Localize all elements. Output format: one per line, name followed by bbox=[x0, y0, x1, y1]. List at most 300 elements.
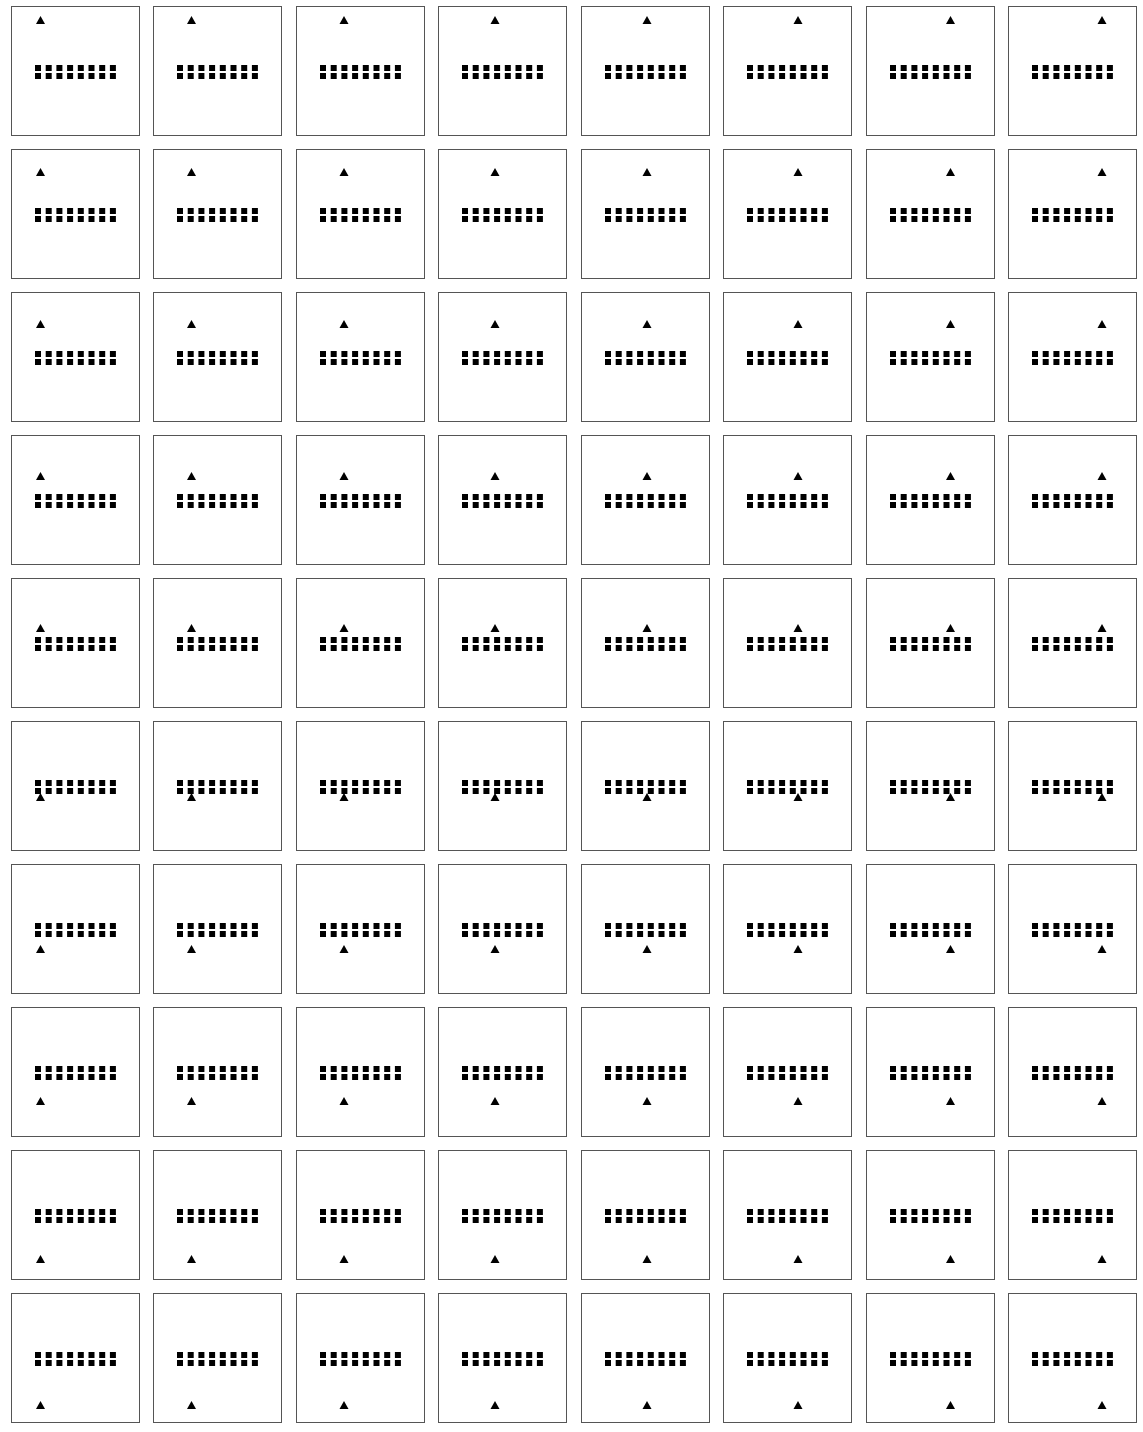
square-element-icon bbox=[110, 359, 116, 365]
square-element-icon bbox=[67, 65, 73, 71]
square-element-icon bbox=[779, 1074, 785, 1080]
square-element-icon bbox=[516, 351, 522, 357]
square-element-icon bbox=[801, 359, 807, 365]
square-element-icon bbox=[483, 780, 489, 786]
square-element-icon bbox=[483, 1217, 489, 1223]
square-element-icon bbox=[516, 208, 522, 214]
square-element-icon bbox=[395, 73, 401, 79]
square-element-icon bbox=[352, 788, 358, 794]
square-element-icon bbox=[352, 73, 358, 79]
square-element-icon bbox=[494, 1074, 500, 1080]
square-element-icon bbox=[35, 780, 41, 786]
panel-r4-c1 bbox=[12, 436, 140, 565]
square-element-icon bbox=[954, 780, 960, 786]
square-element-icon bbox=[395, 645, 401, 651]
panel-frame bbox=[297, 436, 425, 565]
square-element-icon bbox=[811, 1217, 817, 1223]
square-element-icon bbox=[1064, 494, 1070, 500]
square-element-icon bbox=[779, 494, 785, 500]
square-element-icon bbox=[231, 931, 237, 937]
panel-frame bbox=[582, 1294, 710, 1423]
square-element-icon bbox=[516, 1074, 522, 1080]
square-element-icon bbox=[1043, 1066, 1049, 1072]
square-element-icon bbox=[1107, 1360, 1113, 1366]
square-element-icon bbox=[374, 780, 380, 786]
square-element-icon bbox=[811, 65, 817, 71]
square-element-icon bbox=[637, 780, 643, 786]
panel-r3-c5 bbox=[582, 293, 710, 422]
panel-frame bbox=[724, 1294, 852, 1423]
square-element-icon bbox=[1086, 931, 1092, 937]
square-element-icon bbox=[241, 208, 247, 214]
square-element-icon bbox=[483, 645, 489, 651]
square-element-icon bbox=[384, 73, 390, 79]
square-element-icon bbox=[78, 351, 84, 357]
square-element-icon bbox=[747, 1352, 753, 1358]
square-element-icon bbox=[747, 73, 753, 79]
square-element-icon bbox=[768, 637, 774, 643]
square-element-icon bbox=[110, 923, 116, 929]
panel-r3-c6 bbox=[724, 293, 852, 422]
square-element-icon bbox=[890, 216, 896, 222]
square-element-icon bbox=[78, 494, 84, 500]
square-element-icon bbox=[890, 65, 896, 71]
square-element-icon bbox=[56, 1217, 62, 1223]
square-element-icon bbox=[363, 1217, 369, 1223]
square-element-icon bbox=[911, 788, 917, 794]
square-element-icon bbox=[933, 359, 939, 365]
square-element-icon bbox=[341, 359, 347, 365]
panel-frame bbox=[724, 7, 852, 136]
square-element-icon bbox=[768, 1352, 774, 1358]
square-element-icon bbox=[922, 208, 928, 214]
square-element-icon bbox=[494, 645, 500, 651]
square-element-icon bbox=[648, 1352, 654, 1358]
square-element-icon bbox=[758, 351, 764, 357]
square-element-icon bbox=[954, 1074, 960, 1080]
square-element-icon bbox=[605, 208, 611, 214]
square-element-icon bbox=[1053, 65, 1059, 71]
square-element-icon bbox=[1053, 1360, 1059, 1366]
square-element-icon bbox=[505, 1352, 511, 1358]
square-element-icon bbox=[374, 216, 380, 222]
square-element-icon bbox=[758, 1066, 764, 1072]
square-element-icon bbox=[758, 923, 764, 929]
square-element-icon bbox=[768, 780, 774, 786]
square-element-icon bbox=[252, 65, 258, 71]
panel-r3-c1 bbox=[12, 293, 140, 422]
square-element-icon bbox=[46, 1209, 52, 1215]
square-element-icon bbox=[1096, 1360, 1102, 1366]
square-element-icon bbox=[198, 788, 204, 794]
square-element-icon bbox=[198, 780, 204, 786]
square-element-icon bbox=[911, 1217, 917, 1223]
square-element-icon bbox=[954, 73, 960, 79]
square-element-icon bbox=[637, 1352, 643, 1358]
square-element-icon bbox=[46, 494, 52, 500]
square-element-icon bbox=[241, 1209, 247, 1215]
panel-r2-c4 bbox=[439, 150, 567, 279]
square-element-icon bbox=[758, 65, 764, 71]
square-element-icon bbox=[1096, 1074, 1102, 1080]
square-element-icon bbox=[954, 65, 960, 71]
square-element-icon bbox=[811, 351, 817, 357]
square-element-icon bbox=[616, 494, 622, 500]
square-element-icon bbox=[1064, 1217, 1070, 1223]
square-element-icon bbox=[1075, 1074, 1081, 1080]
square-element-icon bbox=[911, 637, 917, 643]
square-element-icon bbox=[933, 208, 939, 214]
square-element-icon bbox=[822, 788, 828, 794]
square-element-icon bbox=[616, 208, 622, 214]
square-element-icon bbox=[67, 1352, 73, 1358]
square-element-icon bbox=[110, 1066, 116, 1072]
panel-r6-c4 bbox=[439, 722, 567, 851]
square-element-icon bbox=[616, 637, 622, 643]
square-element-icon bbox=[922, 1074, 928, 1080]
square-element-icon bbox=[231, 359, 237, 365]
square-element-icon bbox=[790, 208, 796, 214]
square-element-icon bbox=[320, 645, 326, 651]
square-element-icon bbox=[1075, 1209, 1081, 1215]
square-element-icon bbox=[648, 351, 654, 357]
square-element-icon bbox=[911, 73, 917, 79]
square-element-icon bbox=[1107, 1352, 1113, 1358]
square-element-icon bbox=[78, 931, 84, 937]
square-element-icon bbox=[220, 780, 226, 786]
panel-frame bbox=[867, 1008, 995, 1137]
square-element-icon bbox=[177, 208, 183, 214]
square-element-icon bbox=[626, 494, 632, 500]
square-element-icon bbox=[473, 637, 479, 643]
panel-frame bbox=[1009, 150, 1137, 279]
square-element-icon bbox=[395, 788, 401, 794]
square-element-icon bbox=[790, 216, 796, 222]
square-element-icon bbox=[363, 1352, 369, 1358]
square-element-icon bbox=[198, 931, 204, 937]
square-element-icon bbox=[231, 1217, 237, 1223]
square-element-icon bbox=[933, 65, 939, 71]
square-element-icon bbox=[669, 216, 675, 222]
square-element-icon bbox=[747, 923, 753, 929]
square-element-icon bbox=[890, 1074, 896, 1080]
square-element-icon bbox=[1096, 1217, 1102, 1223]
square-element-icon bbox=[384, 923, 390, 929]
square-element-icon bbox=[616, 931, 622, 937]
panel-frame bbox=[154, 1008, 282, 1137]
square-element-icon bbox=[56, 788, 62, 794]
square-element-icon bbox=[505, 645, 511, 651]
square-element-icon bbox=[648, 494, 654, 500]
square-element-icon bbox=[1043, 359, 1049, 365]
panel-r5-c7 bbox=[867, 579, 995, 708]
square-element-icon bbox=[374, 788, 380, 794]
square-element-icon bbox=[320, 1352, 326, 1358]
square-element-icon bbox=[374, 637, 380, 643]
square-element-icon bbox=[188, 494, 194, 500]
square-element-icon bbox=[1086, 216, 1092, 222]
panel-frame bbox=[12, 579, 140, 708]
panel-r3-c8 bbox=[1009, 293, 1137, 422]
square-element-icon bbox=[605, 351, 611, 357]
square-element-icon bbox=[637, 1217, 643, 1223]
square-element-icon bbox=[965, 788, 971, 794]
square-element-icon bbox=[626, 216, 632, 222]
square-element-icon bbox=[252, 1074, 258, 1080]
square-element-icon bbox=[505, 637, 511, 643]
square-element-icon bbox=[110, 780, 116, 786]
square-element-icon bbox=[922, 65, 928, 71]
square-element-icon bbox=[505, 216, 511, 222]
square-element-icon bbox=[473, 502, 479, 508]
square-element-icon bbox=[78, 780, 84, 786]
square-element-icon bbox=[384, 637, 390, 643]
square-element-icon bbox=[209, 73, 215, 79]
square-element-icon bbox=[1064, 923, 1070, 929]
square-element-icon bbox=[78, 637, 84, 643]
square-element-icon bbox=[1053, 216, 1059, 222]
panel-frame bbox=[582, 150, 710, 279]
panel-frame bbox=[724, 722, 852, 851]
square-element-icon bbox=[659, 1352, 665, 1358]
square-element-icon bbox=[811, 494, 817, 500]
square-element-icon bbox=[637, 788, 643, 794]
square-element-icon bbox=[1032, 645, 1038, 651]
square-element-icon bbox=[605, 502, 611, 508]
square-element-icon bbox=[1053, 494, 1059, 500]
square-element-icon bbox=[505, 1209, 511, 1215]
square-element-icon bbox=[790, 359, 796, 365]
square-element-icon bbox=[822, 1360, 828, 1366]
square-element-icon bbox=[56, 1352, 62, 1358]
panel-frame bbox=[439, 579, 567, 708]
square-element-icon bbox=[252, 931, 258, 937]
square-element-icon bbox=[648, 73, 654, 79]
square-element-icon bbox=[220, 1209, 226, 1215]
square-element-icon bbox=[374, 1217, 380, 1223]
square-element-icon bbox=[526, 359, 532, 365]
square-element-icon bbox=[99, 780, 105, 786]
square-element-icon bbox=[462, 637, 468, 643]
square-element-icon bbox=[320, 359, 326, 365]
square-element-icon bbox=[1075, 788, 1081, 794]
square-element-icon bbox=[331, 73, 337, 79]
square-element-icon bbox=[1064, 788, 1070, 794]
square-element-icon bbox=[954, 1066, 960, 1072]
square-element-icon bbox=[35, 1066, 41, 1072]
square-element-icon bbox=[67, 502, 73, 508]
square-element-icon bbox=[526, 1352, 532, 1358]
square-element-icon bbox=[110, 65, 116, 71]
panel-r2-c8 bbox=[1009, 150, 1137, 279]
square-element-icon bbox=[626, 931, 632, 937]
square-element-icon bbox=[747, 931, 753, 937]
square-element-icon bbox=[220, 1217, 226, 1223]
square-element-icon bbox=[384, 788, 390, 794]
square-element-icon bbox=[1064, 216, 1070, 222]
square-element-icon bbox=[822, 1066, 828, 1072]
square-element-icon bbox=[911, 351, 917, 357]
square-element-icon bbox=[605, 1066, 611, 1072]
square-element-icon bbox=[811, 637, 817, 643]
square-element-icon bbox=[483, 65, 489, 71]
square-element-icon bbox=[811, 788, 817, 794]
panel-r1-c5 bbox=[582, 7, 710, 136]
square-element-icon bbox=[231, 494, 237, 500]
square-element-icon bbox=[779, 1209, 785, 1215]
square-element-icon bbox=[954, 208, 960, 214]
square-element-icon bbox=[352, 645, 358, 651]
square-element-icon bbox=[352, 1360, 358, 1366]
square-element-icon bbox=[1053, 788, 1059, 794]
panel-r1-c4 bbox=[439, 7, 567, 136]
square-element-icon bbox=[944, 359, 950, 365]
panel-r4-c6 bbox=[724, 436, 852, 565]
square-element-icon bbox=[1096, 351, 1102, 357]
square-element-icon bbox=[494, 1217, 500, 1223]
square-element-icon bbox=[341, 351, 347, 357]
panel-r6-c8 bbox=[1009, 722, 1137, 851]
square-element-icon bbox=[231, 73, 237, 79]
panel-r9-c3 bbox=[297, 1151, 425, 1280]
square-element-icon bbox=[1043, 65, 1049, 71]
square-element-icon bbox=[626, 1352, 632, 1358]
panel-frame bbox=[582, 436, 710, 565]
square-element-icon bbox=[56, 645, 62, 651]
panel-r8-c3 bbox=[297, 1008, 425, 1137]
square-element-icon bbox=[626, 780, 632, 786]
square-element-icon bbox=[680, 359, 686, 365]
square-element-icon bbox=[341, 637, 347, 643]
square-element-icon bbox=[220, 351, 226, 357]
square-element-icon bbox=[526, 931, 532, 937]
square-element-icon bbox=[779, 1352, 785, 1358]
square-element-icon bbox=[616, 645, 622, 651]
square-element-icon bbox=[758, 780, 764, 786]
square-element-icon bbox=[384, 502, 390, 508]
square-element-icon bbox=[462, 645, 468, 651]
square-element-icon bbox=[56, 359, 62, 365]
square-element-icon bbox=[198, 1360, 204, 1366]
square-element-icon bbox=[67, 216, 73, 222]
square-element-icon bbox=[965, 351, 971, 357]
square-element-icon bbox=[965, 923, 971, 929]
square-element-icon bbox=[944, 73, 950, 79]
square-element-icon bbox=[78, 1066, 84, 1072]
square-element-icon bbox=[78, 208, 84, 214]
square-element-icon bbox=[811, 502, 817, 508]
square-element-icon bbox=[768, 216, 774, 222]
square-element-icon bbox=[626, 1074, 632, 1080]
square-element-icon bbox=[922, 645, 928, 651]
square-element-icon bbox=[801, 1074, 807, 1080]
square-element-icon bbox=[198, 359, 204, 365]
square-element-icon bbox=[1053, 923, 1059, 929]
panel-r6-c5 bbox=[582, 722, 710, 851]
square-element-icon bbox=[177, 1209, 183, 1215]
square-element-icon bbox=[790, 645, 796, 651]
square-element-icon bbox=[680, 208, 686, 214]
square-element-icon bbox=[35, 216, 41, 222]
square-element-icon bbox=[526, 494, 532, 500]
square-element-icon bbox=[911, 1360, 917, 1366]
square-element-icon bbox=[1053, 1209, 1059, 1215]
square-element-icon bbox=[637, 1209, 643, 1215]
square-element-icon bbox=[1096, 216, 1102, 222]
square-element-icon bbox=[241, 351, 247, 357]
square-element-icon bbox=[483, 637, 489, 643]
square-element-icon bbox=[331, 931, 337, 937]
square-element-icon bbox=[231, 1352, 237, 1358]
panel-r6-c2 bbox=[154, 722, 282, 851]
square-element-icon bbox=[516, 359, 522, 365]
square-element-icon bbox=[99, 645, 105, 651]
square-element-icon bbox=[462, 1360, 468, 1366]
square-element-icon bbox=[779, 637, 785, 643]
square-element-icon bbox=[933, 645, 939, 651]
square-element-icon bbox=[933, 1209, 939, 1215]
square-element-icon bbox=[616, 1360, 622, 1366]
square-element-icon bbox=[374, 1352, 380, 1358]
square-element-icon bbox=[46, 637, 52, 643]
square-element-icon bbox=[822, 637, 828, 643]
square-element-icon bbox=[933, 73, 939, 79]
square-element-icon bbox=[922, 780, 928, 786]
square-element-icon bbox=[241, 494, 247, 500]
square-element-icon bbox=[1107, 1209, 1113, 1215]
square-element-icon bbox=[516, 637, 522, 643]
panel-r5-c8 bbox=[1009, 579, 1137, 708]
square-element-icon bbox=[252, 1360, 258, 1366]
square-element-icon bbox=[890, 502, 896, 508]
panel-r4-c7 bbox=[867, 436, 995, 565]
square-element-icon bbox=[231, 1209, 237, 1215]
square-element-icon bbox=[177, 780, 183, 786]
square-element-icon bbox=[1107, 208, 1113, 214]
panel-frame bbox=[297, 865, 425, 994]
square-element-icon bbox=[89, 645, 95, 651]
square-element-icon bbox=[1032, 1066, 1038, 1072]
square-element-icon bbox=[331, 1360, 337, 1366]
panel-frame bbox=[867, 1151, 995, 1280]
panel-frame bbox=[1009, 7, 1137, 136]
square-element-icon bbox=[483, 931, 489, 937]
panel-r1-c3 bbox=[297, 7, 425, 136]
square-element-icon bbox=[395, 208, 401, 214]
square-element-icon bbox=[822, 208, 828, 214]
square-element-icon bbox=[241, 780, 247, 786]
square-element-icon bbox=[537, 1209, 543, 1215]
square-element-icon bbox=[758, 1360, 764, 1366]
square-element-icon bbox=[779, 645, 785, 651]
square-element-icon bbox=[395, 359, 401, 365]
square-element-icon bbox=[110, 1360, 116, 1366]
square-element-icon bbox=[537, 1352, 543, 1358]
square-element-icon bbox=[177, 494, 183, 500]
square-element-icon bbox=[1086, 1352, 1092, 1358]
square-element-icon bbox=[374, 931, 380, 937]
square-element-icon bbox=[89, 1352, 95, 1358]
square-element-icon bbox=[901, 1074, 907, 1080]
square-element-icon bbox=[320, 923, 326, 929]
square-element-icon bbox=[78, 73, 84, 79]
square-element-icon bbox=[188, 645, 194, 651]
square-element-icon bbox=[680, 923, 686, 929]
square-element-icon bbox=[605, 1352, 611, 1358]
square-element-icon bbox=[89, 65, 95, 71]
square-element-icon bbox=[1107, 780, 1113, 786]
square-element-icon bbox=[890, 359, 896, 365]
